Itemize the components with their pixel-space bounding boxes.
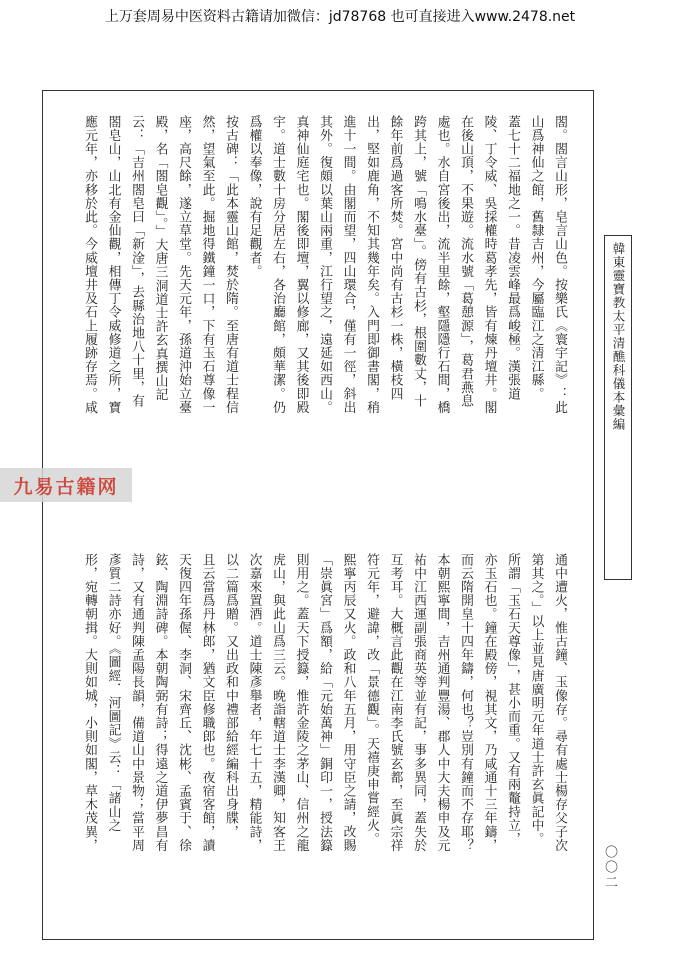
text-line: 且云當爲丹林郎，猶文臣修職郎也。夜宿客館，讀 [199,553,215,853]
text-line: 互考耳。大概言此觀在江南李氏號玄都，至眞宗祥 [387,553,403,853]
text-line: 彥質二詩亦好。《圖經．河圖記》云：「諸山之 [105,553,121,833]
text-line: 閤。閤言山形，皂言山色。按樂氏《寰宇記》：此 [552,115,567,415]
text-line: 而云隋開皇十四年鑄，何也？豈別有鐘而不存耶？ [458,553,473,853]
text-line: 座，高尺餘，遂立草堂。先天元年，孫道沖始立臺 [176,115,191,415]
text-line: 云：「吉州閤皂曰「新淦」，去縣治地八十里，有 [129,115,144,408]
text-line: 山爲神仙之館，舊隸吉州，今屬臨江之清江縣。 [528,115,544,401]
text-line: 真神仙庭宅也。閣後即壇，翼以修廊，又其後即殿 [293,115,309,415]
text-line: 通中遭火，惟古鐘、玉像存。尋有處士楊存父子次 [552,553,567,853]
text-line: 進十一間。由閣而望，四山環合，僅有一徑，斜出 [340,115,356,415]
text-line: 則用之。蓋天下授籙，惟許金陵之茅山、信州之龍 [293,553,309,853]
text-line: 「崇眞宮」爲額，給「元始萬神」銅印一，授法籙 [317,553,332,853]
text-line: 其外。復頗以葉山兩重，江行望之，遠延如西山。 [317,115,332,415]
text-line: 符元年，避諱，改「景德觀」。天禧庚申嘗經火。 [364,553,379,846]
watermark-text: 九易古籍网 [13,475,119,498]
text-line: 形，宛轉朝揖。大則如城，小則如閣，草木茂異， [82,553,97,853]
text-line: 次嘉來置酒。道士陳彥舉者，年七十五，精能詩， [246,553,262,853]
text-line: 然，望氣至此。掘地得鐵鐘一口，下有玉石尊像一 [199,115,215,415]
text-line: 虎山，與此山爲三云。晚詣轄道士李漢卿，知客王 [270,553,285,853]
text-line: 蓋七十二福地之一。昔凌雲峰最爲峻極。漢張道 [505,115,520,401]
side-title-box [604,235,632,580]
text-line: 熙寧丙辰又火。政和八年五月，用守臣之請，改賜 [340,553,356,853]
text-line: 跨其上，號「鳴水臺」。傍有古杉，根圍數丈，十 [411,115,426,408]
text-block-bottom [78,553,572,943]
text-line: 按古碑：「此本靈山館，焚於隋。至唐有道士程信 [223,115,238,415]
text-line: 天復四年孫偓、李洞、宋齊丘、沈彬、孟賓于、徐 [176,553,191,853]
text-line: 處也。水自宮後出，流半里餘，壑隱隱行石間，橋 [434,115,450,415]
page-frame [42,90,594,940]
side-title: 韓東靈寶教太平清醮科儀本彙編 [611,242,626,431]
text-line: 陵、丁令威、吳採權時葛孝先，皆有煉丹壇井。閣 [481,115,497,415]
text-line: 閤皂山，山北有金仙觀，相傳丁令威修道之所，寶 [105,115,121,415]
text-line: 應元年，亦移於此。今威壇井及石上履跡存焉。咸 [82,115,97,415]
text-block-top [78,115,572,505]
text-line: 詩，又有通判陳孟陽長韻，備道山中景物；當平周 [129,553,144,853]
top-banner: 上万套周易中医资料古籍请加微信：jd78768 也可直接进入www.2478.net [104,9,576,25]
page-number: 〇〇二 [602,845,617,890]
text-line: 第其之。」以上並見唐廣明元年道士許玄眞記中。 [528,553,544,846]
text-line: 爲權以奉像，說有足觀者。 [246,115,262,279]
text-line: 所謂「玉石天尊像」，甚小而重。又有兩鼇持立， [505,553,520,846]
text-line: 餘年前爲過客所焚。宮中尚有古杉一株，橫枝四 [387,115,403,401]
text-line: 亦玉石也。鐘在殿傍，視其文，乃咸通十三年鑄， [481,553,497,853]
text-line: 鉉、陶淵詩碑。本朝陶弼有詩；得遠之道伊夢昌有 [152,553,168,853]
text-line: 殿，名「閤皂觀」。」大唐三洞道士許玄真撰山記 [152,115,168,402]
watermark-logo [0,468,132,502]
text-line: 本朝熙寧間，吉州通判豐湯、郡人中大夫楊申及元 [434,553,450,853]
text-line: 出，堅如鹿角，不知其幾年矣。入門即御書閣，稍 [364,115,379,415]
text-line: 宇。道士數十房分居左右，各治廳館，頗華潔。仍 [270,115,285,415]
text-line: 祐中江西運副張商英等並有記，事多異同，蓋失於 [411,553,426,853]
text-line: 在後山頂，不果遊。流水號「葛憩源」，葛君燕息 [458,115,473,408]
text-line: 以二篇爲贈。又出政和中禮部給經編科出身牒， [223,553,238,839]
